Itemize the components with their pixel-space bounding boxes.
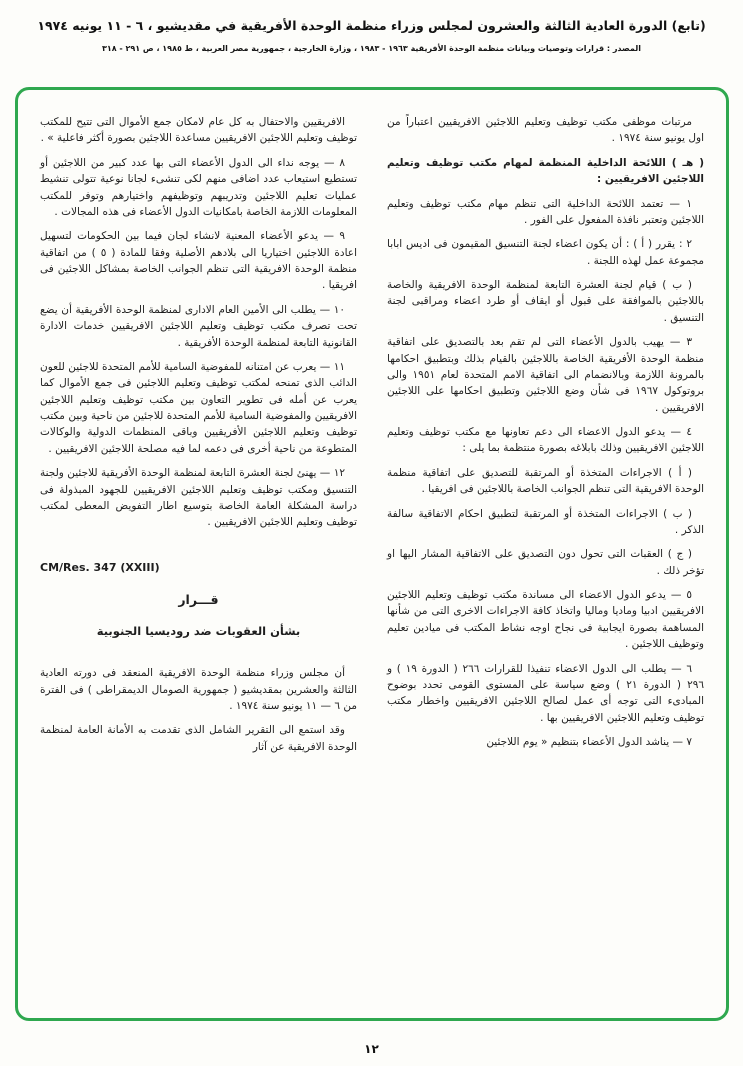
- content-frame: [15, 87, 729, 1021]
- resolution-number: CM/Res. 347 (XXIII): [40, 560, 160, 574]
- paragraph: ( ج ) العقبات التى تحول دون التصديق على الاتفاقية المشار اليها او تؤخر ذلك .: [387, 548, 704, 577]
- paragraph: وقد استمع الى التقرير الشامل الذى تقدمت به الأمانة العامة لمنظمة الوحدة الافريقية عن آثار: [40, 724, 357, 753]
- header-title: (تابع) الدورة العادية الثالثة والعشرون لمجلس وزراء منظمة الوحدة الأفريقية في مقديشيو ، ٦ - ١١ يونيه ١٩٧٤: [37, 18, 706, 33]
- paragraph: ٣ — يهيب بالدول الأعضاء التى لم تقم بعد بالتصديق على اتفاقية منظمة الوحدة الأفريقية الخاصة باللاجئين بالقيام بذلك وبتطبيق احكامها بالمرونة اللازمة وبالانضمام الى اتفاقية الامم المتحدة لعام ١٩٥١ والى بروتوكول ١٩٦٧ فى شأن وضع اللاجئين وتطبيق احكامها على اللاجئين الافريقيين .: [387, 336, 705, 414]
- page-footer: [0, 1042, 743, 1056]
- paragraph: ١٢ — يهنئ لجنة العشرة التابعة لمنظمة الوحدة الأفريقية للاجئين ولجنة التنسيق ومكتب توظيف وتعليم اللاجئين الافريقيين للجهود المبذولة فى دراسة المشكلة العامة الخاصة بتوسيع اطار التفويض المعطى لمكتب توظيف وتعليم اللاجئين الافريقيين .: [40, 467, 357, 529]
- paragraph: ١ — تعتمد اللائحة الداخلية التى تنظم مهام مكتب توظيف وتعليم اللاجئين وتعتبر نافذة المفعول على الفور .: [387, 197, 704, 226]
- paragraph: أن مجلس وزراء منظمة الوحدة الافريقية المنعقد فى دورته العادية الثالثة والعشرين بمقديشيو ( جمهورية الصومال الديمقراطى ) فى الفترة من ٦ — ١١ يونيو سنة ١٩٧٤ .: [40, 667, 357, 712]
- column-left: [40, 114, 357, 1004]
- section-heading: ( هـ ) اللائحة الداخلية المنظمة لمهام مكتب توظيف وتعليم اللاجئين الافريقيين :: [387, 156, 704, 186]
- paragraph: ( ب ) الاجراءات المتخذة أو المرتقبة لتطبيق احكام الاتفاقية سالفة الذكر .: [387, 507, 704, 536]
- page-number: ١٢: [364, 1042, 379, 1056]
- paragraph: ١٠ — يطلب الى الأمين العام الادارى لمنظمة الوحدة الأفريقية أن يضع تحت تصرف مكتب توظيف وتعليم اللاجئين الافريقيين خدمات الادارة القانونية التابعة لمنظمة الوحدة الأفريقية .: [40, 303, 357, 349]
- page-header: [0, 0, 743, 53]
- paragraph: ( أ ) الاجراءات المتخذة أو المرتقبة للتصديق على اتفاقية منظمة الوحدة الافريقية التى تنظم الجوانب الخاصة باللاجئين فى افريقيا .: [387, 466, 704, 496]
- paragraph: ١١ — يعرب عن امتنانه للمفوضية السامية للأمم المتحدة للاجئين للعون الدائب الذى تمنحه لمكتب توظيف وتعليم اللاجئين فى جمع الأموال كما يعرب عن أمله فى تطوير التعاون بين مكتب توظيف وتعليم اللاجئين الافريقيين والمفوضية السامية للأمم المتحدة للاجئين من ناحية وبين مكتب توظيف وتعليم اللاجئين الأفريقيين وباقى المنظمات الدولية والوكالات المتطوعة من ناحية أخرى فى دعمه لما فيه مصلحة اللاجئين الافريقيين .: [40, 360, 357, 455]
- paragraph: ٨ — يوجه نداء الى الدول الأعضاء التى بها عدد كبير من اللاجئين أو تستطيع استيعاب عدد اضافى منهم لكى تنشىء لجانا نوعية تتولى تنشيط عمليات تعليم اللاجئين وتدريبهم وتوظيفهم واختيارهم وتوفر للمكتب المعلومات اللازمة الخاصة بامكانيات الدول الأعضاء فى هذه المجالات .: [40, 156, 357, 218]
- paragraph: ٦ — يطلب الى الدول الاعضاء تنفيذا للقرارات ٢٦٦ ( الدورة ١٩ ) و ٢٩٦ ( الدورة ٢١ ) وضع سياسة على المستوى القومى تحدد بوضوح المبادىء التى توجه أى عمل لصالح اللاجئين الافريقيين واخطار مكتب توظيف وتعليم اللاجئين الافريقيين بها .: [387, 662, 704, 724]
- resolution-title: قـــرار: [178, 591, 219, 607]
- paragraph: ٢ : يقرر ( أ ) : أن يكون اعضاء لجنة التنسيق المقيمون فى اديس ابابا مجموعة عمل لهذه اللجنة .: [387, 238, 704, 267]
- header-source-line: المصدر : قرارات وتوصيات وبيانات منظمة الوحدة الأفريقية ١٩٦٣ - ١٩٨٣ ، وزارة الخارجية ، جمهورية مصر العربية ، ط ١٩٨٥ ، ص ٢٩١ - ٣١٨: [101, 44, 642, 53]
- paragraph: الافريقيين والاحتفال به كل عام لامكان جمع الأموال التى تتيح للمكتب توظيف وتعليم اللاجئين الافريقيين مساعدة اللاجئين بصورة أكثر فاعلية » .: [40, 116, 357, 145]
- paragraph: ٥ — يدعو الدول الاعضاء الى مساندة مكتب توظيف وتعليم اللاجئين الافريقيين ادبيا وماديا وماليا واتخاذ كافة الاجراءات الاخرى التى من شأنها المساهمة بصورة ايجابية فى نجاح اوجه نشاط المكتب فى ميادين تعليم وتوظيف اللاجئين .: [387, 589, 704, 651]
- paragraph: ٩ — يدعو الأعضاء المعنية لانشاء لجان فيما بين الحكومات لتسهيل اعادة اللاجئين اختياريا الى بلادهم الأصلية وفقا للمادة ( ٥ ) من اتفاقية منظمة الوحدة الافريقية التى تنظم الجوانب الخاصة بمشاكل اللاجئين فى افريقيا .: [40, 230, 357, 292]
- paragraph: ٤ — يدعو الدول الاعضاء الى دعم تعاونها مع مكتب توظيف وتعليم اللاجئين الافريقيين وذلك بابلاغه بصورة منتظمة بما يلى :: [387, 426, 704, 455]
- paragraph: ( ب ) قيام لجنة العشرة التابعة لمنظمة الوحدة الافريقية والخاصة باللاجئين بالموافقة على قبول أو ايقاف أو طرد اعضاء ومراقبى لجنة التنسيق .: [387, 279, 704, 324]
- paragraph: مرتبات موظفى مكتب توظيف وتعليم اللاجئين الافريقيين اعتباراً من اول يونيو سنة ١٩٧٤ .: [387, 116, 704, 145]
- paragraph: ٧ — يناشد الدول الأعضاء بتنظيم « يوم اللاجئين: [486, 736, 692, 748]
- column-right: [387, 114, 704, 1004]
- resolution-subtitle: بشأن العقوبات ضد روديسيا الجنوبية: [96, 624, 301, 639]
- text-columns: [40, 114, 704, 1004]
